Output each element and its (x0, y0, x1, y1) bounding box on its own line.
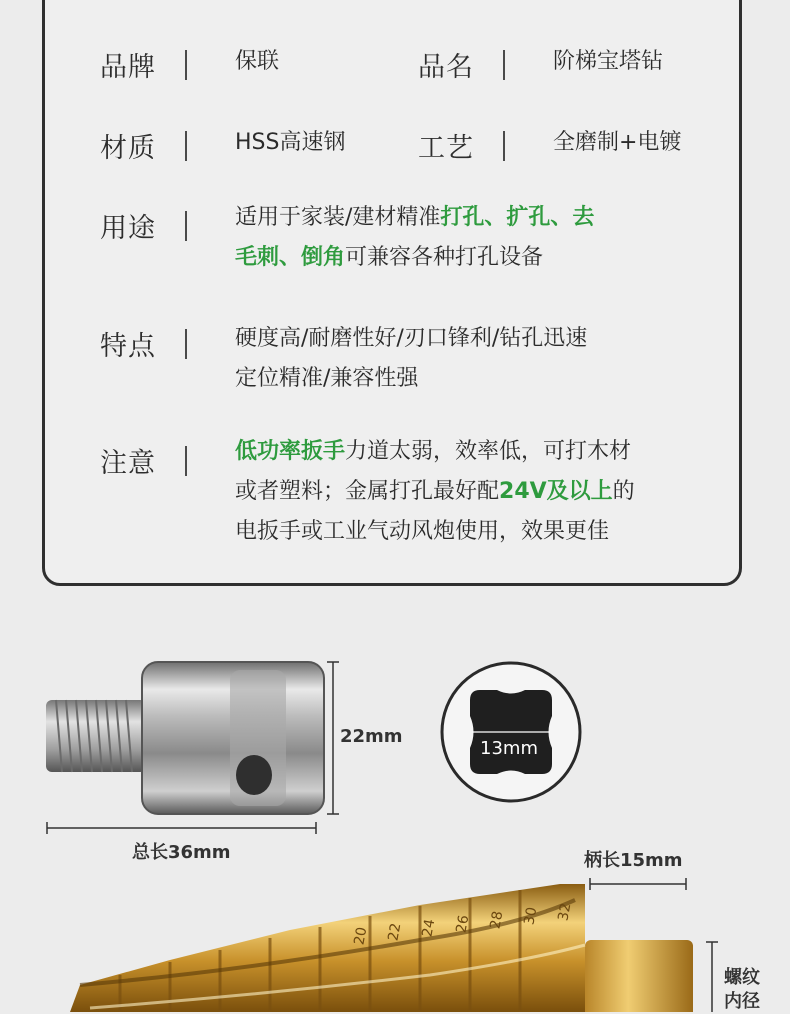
height-dimension (327, 662, 339, 814)
usage-highlight: 毛刺、倒角 (235, 245, 346, 270)
note-text: 电扳手或工业气动风炮使用，效果更佳 (235, 519, 610, 544)
drill-step-mark: 32 (555, 901, 575, 923)
step-drill (70, 884, 693, 1012)
drill-step-mark: 30 (521, 905, 541, 927)
process-value: 全磨制+电镀 (553, 130, 682, 155)
note-text: 或者塑料；金属打孔最好配 (235, 479, 500, 504)
note-highlight: 低功率扳手 (235, 439, 346, 464)
drill-step-mark: 26 (453, 913, 473, 935)
adapter-body (142, 662, 324, 814)
thread-label-line2: 内径 (724, 991, 760, 1012)
usage-label: 用途 (100, 213, 156, 244)
socket-end-view (442, 663, 580, 801)
brand-label: 品牌 (100, 52, 156, 83)
shank-length-label: 柄长15mm (584, 850, 683, 871)
material-value: HSS高速钢 (235, 130, 346, 155)
note-text: 的 (612, 479, 635, 504)
note-highlight: 24V及以上 (499, 479, 613, 504)
brand-value: 保联 (235, 49, 280, 74)
drill-step-mark: 28 (487, 909, 507, 931)
name-value: 阶梯宝塔钻 (553, 49, 664, 74)
adapter-thread (46, 700, 146, 772)
drill-step-mark: 22 (385, 921, 405, 943)
drill-step-mark: 24 (419, 917, 439, 939)
socket-size-label: 13mm (480, 738, 538, 759)
features-text: 硬度高/耐磨性好/刃口锋利/钻孔迅速 (235, 326, 588, 351)
note-label: 注意 (100, 448, 156, 479)
adapter-length-label: 总长36mm (132, 842, 231, 863)
usage-text: 可兼容各种打孔设备 (345, 245, 544, 270)
length-dimension (47, 822, 316, 834)
usage-text: 适用于家装/建材精准 (235, 205, 441, 230)
features-text: 定位精准/兼容性强 (235, 366, 419, 391)
features-label: 特点 (100, 331, 156, 362)
name-label: 品名 (418, 52, 474, 83)
usage-highlight: 打孔、扩孔、去 (440, 205, 595, 230)
drill-step-mark: 20 (351, 925, 371, 947)
process-label: 工艺 (418, 133, 474, 164)
note-text: 力道太弱，效率低，可打木材 (345, 439, 632, 464)
material-label: 材质 (100, 133, 156, 164)
thread-label-line1: 螺纹 (724, 967, 760, 988)
adapter-height-label: 22mm (340, 726, 403, 747)
thread-diameter-label (724, 966, 760, 1014)
